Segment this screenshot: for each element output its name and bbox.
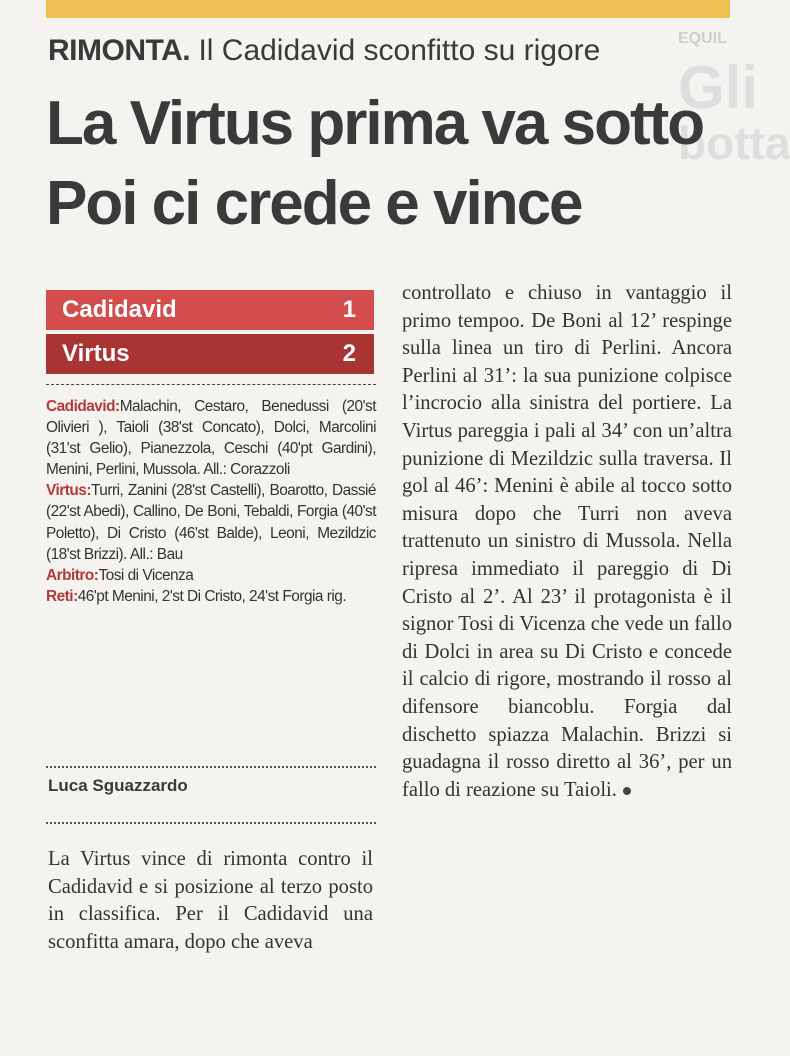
lineup-away [46,480,376,564]
author-byline: Luca Sguazzardo [48,776,188,795]
goals-text: 46'pt Menini, 2'st Di Cristo, 24'st Forgia rig. [77,587,347,605]
lineup-home-text: Malachin, Cestaro, Benedussi (20'st Olivieri ), Taioli (38'st Concato), Dolci, Marcolini (31'st Gelio), Pianezzola, Ceschi (40'pt Gardini), Menini, Perlini, Mussola. All.: Corazzoli [46,398,376,479]
score-row-away [46,334,374,374]
body-text-right: controllato e chiuso in vantaggio il primo tempoo. De Boni al 12’ respinge sulla linea un tiro di Perlini. Ancora Perlini al 31’: la sua punizione colpisce l’incrocio alla sinistra del portiere. La Virtus pareggia i pali al 34’ con un’altra punizione di Mezildzic sulla traversa. Il gol al 46’: Menini è abile al tocco sotto misura dopo che Turri non aveva trattenuto un sinistro di Mussola. Nella ripresa immediato il pareggio di Di Cristo al 2’. Al 23’ il protagonista è il signor Tosi di Vicenza che vede un fallo di Dolci in area su Di Cristo e concede il calcio di rigore, mostrando il rosso al difensore biancoblu. Forgia dal dischetto spiazza Malachin. Brizzi si guadagna il rosso diretto al 36’, per un fallo di reazione su Taioli. [402,282,732,801]
lineup-home [46,396,376,480]
adjacent-headline-fragment-2: botta [678,117,790,169]
lineup-away-text: Turri, Zanini (28'st Castelli), Boarotto, Dassié (22'st Abedi), Callino, De Boni, Tebaldi, Forgia (40'st Poletto), Di Cristo (46'st Balde), Leoni, Mezildzic (18'st Brizzi). All.: Bau [46,482,376,563]
referee-label: Arbitro: [46,566,99,584]
lineup-away-label: Virtus: [46,482,91,500]
body-text-left: La Virtus vince di rimonta contro il Cadidavid e si posizione al terzo posto in classifica. Per il Cadidavid una sconfitta amara, dopo che aveva [48,848,373,953]
away-team-name: Virtus [62,340,130,367]
headline-line-1: La Virtus prima va sotto [46,89,704,158]
goals-label: Reti: [46,587,78,605]
dotted-divider-top [46,766,376,768]
end-bullet-icon [623,787,631,795]
dashed-divider [46,384,376,385]
home-team-goals: 1 [342,296,356,323]
headline-line-2: Poi ci crede e vince [46,169,582,238]
home-team-name: Cadidavid [62,296,177,323]
body-paragraph-right [402,280,732,804]
adjacent-kicker-fragment: EQUIL [678,30,727,47]
match-details [46,396,376,607]
top-accent-bar [46,0,730,18]
body-column-left [48,846,373,956]
goals [46,586,376,607]
score-row-home [46,290,374,330]
away-team-goals: 2 [342,340,356,367]
body-column-right [402,280,732,804]
kicker-label: RIMONTA. [48,34,191,67]
lineup-home-label: Cadidavid: [46,398,120,415]
dotted-divider-bottom [46,822,376,824]
headline [46,84,726,244]
referee-text: Tosi di Vicenza [98,566,194,584]
adjacent-headline-fragment-1: Gli [678,54,759,121]
kicker-text: Il Cadidavid sconfitto su rigore [198,34,601,67]
kicker [48,34,600,68]
referee [46,565,376,586]
